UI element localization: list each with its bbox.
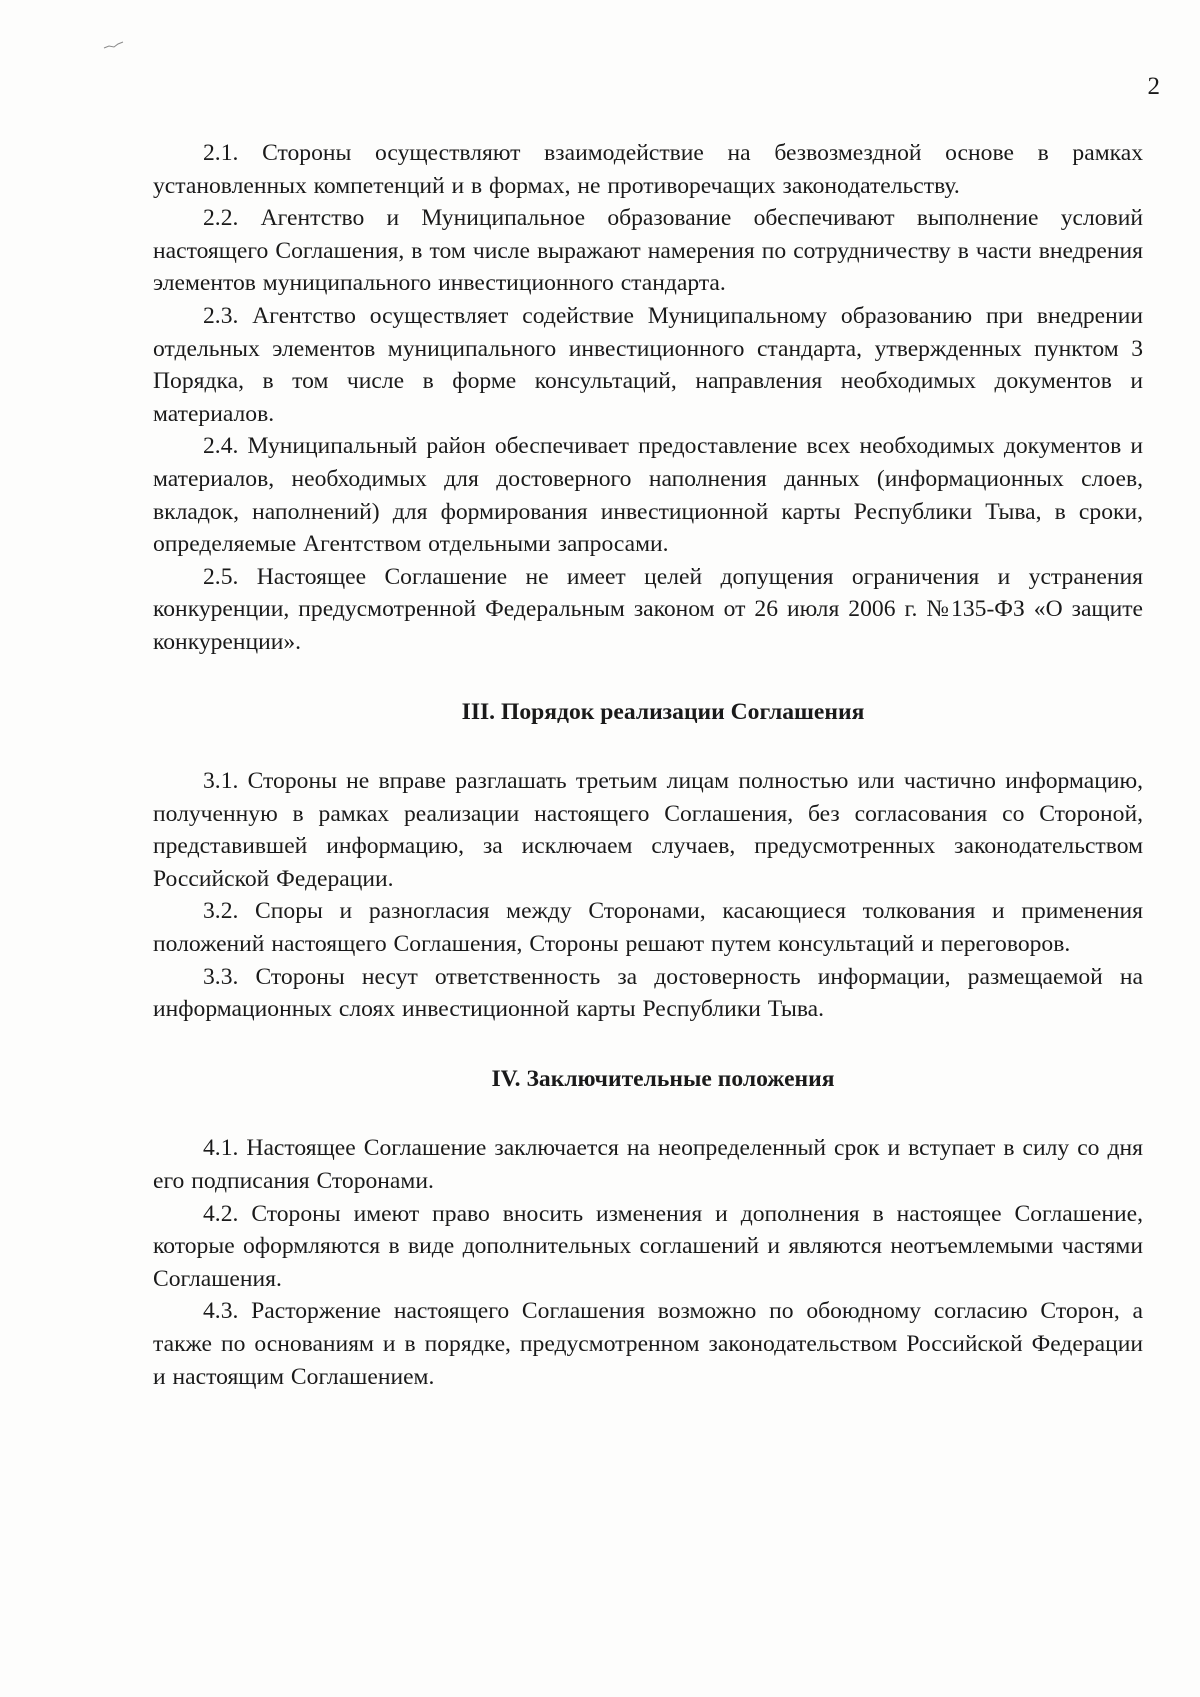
paragraph-4-3: 4.3. Расторжение настоящего Соглашения возможно по обоюдному согласию Сторон, а также по основаниям и в порядке, предусмотренном законодательством Российской Федерации и настоящим Соглашением. [153,1298,1143,1390]
section-2 [153,137,1143,659]
paragraph-3-2: 3.2. Споры и разногласия между Сторонами, касающиеся толкования и применения положений настоящего Соглашения, Стороны решают путем консультаций и переговоров. [153,898,1143,958]
paragraph-4-2: 4.2. Стороны имеют право вносить изменения и дополнения в настоящее Соглашение, которые оформляются в виде дополнительных соглашений и являются неотъемлемыми частями Соглашения. [153,1200,1143,1292]
scan-artifact-mark [103,40,125,50]
paragraph-3-1: 3.1. Стороны не вправе разглашать третьим лицам полностью или частично информацию, полученную в рамках реализации настоящего Соглашения, без согласования со Стороной, представившей информацию, за исключаем случаев, предусмотренных законодательством Российской Федерации. [153,768,1143,892]
page-number: 2 [1147,73,1160,100]
paragraph-2-3: 2.3. Агентство осуществляет содействие Муниципальному образованию при внедрении отдельных элементов муниципального инвестиционного стандарта, утвержденных пунктом 3 Порядка, в том числе в форме консультаций, направления необходимых документов и материалов. [153,302,1143,427]
paragraph-3-3: 3.3. Стороны несут ответственность за достоверность информации, размещаемой на информационных слоях инвестиционной карты Республики Тыва. [153,963,1143,1023]
section-3 [153,765,1143,1026]
paragraph-2-1: 2.1. Стороны осуществляют взаимодействие на безвозмездной основе в рамках установленных компетенций и в формах, не противоречащих законодательству. [153,140,1143,199]
paragraph-4-1: 4.1. Настоящее Соглашение заключается на неопределенный срок и вступает в силу со дня его подписания Сторонами. [153,1135,1143,1195]
document-body [153,137,1143,1393]
paragraph-2-4: 2.4. Муниципальный район обеспечивает предоставление всех необходимых документов и материалов, необходимых для достоверного наполнения данных (информационных слоев, вкладок, наполнений) для формирования инвестиционной карты Республики Тыва, в сроки, определяемые Агентством отдельными запросами. [153,433,1143,558]
paragraph-2-5: 2.5. Настоящее Соглашение не имеет целей допущения ограничения и устранения конкуренции, предусмотренной Федеральным законом от 26 июля 2006 г. №135-ФЗ «О защите конкуренции». [153,563,1143,655]
section-4 [153,1132,1143,1393]
section-3-title: III. Порядок реализации Соглашения [461,698,865,725]
paragraph-2-2: 2.2. Агентство и Муниципальное образование обеспечивают выполнение условий настоящего Соглашения, в том числе выражают намерения по сотрудничеству в части внедрения элементов муниципального инвестиционного стандарта. [153,205,1143,297]
section-4-title: IV. Заключительные положения [491,1065,835,1092]
